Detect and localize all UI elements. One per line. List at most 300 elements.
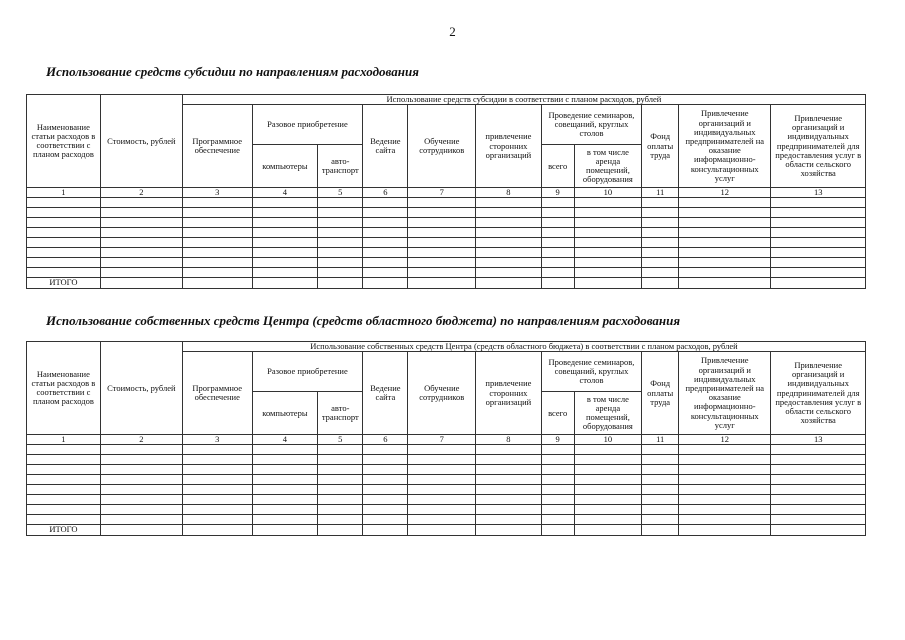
empty-cell <box>476 445 542 455</box>
empty-cell <box>541 268 574 278</box>
empty-cell <box>363 208 408 218</box>
empty-cell <box>679 485 771 495</box>
column-number: 7 <box>408 435 476 445</box>
empty-cell <box>252 485 318 495</box>
empty-cell <box>574 258 642 268</box>
empty-cell <box>363 505 408 515</box>
empty-cell <box>476 218 542 228</box>
empty-cell <box>252 455 318 465</box>
empty-cell <box>408 268 476 278</box>
empty-cell <box>574 218 642 228</box>
empty-cell <box>100 248 182 258</box>
column-number: 4 <box>252 188 318 198</box>
empty-cell <box>27 515 101 525</box>
column-number: 11 <box>642 188 679 198</box>
empty-cell <box>252 268 318 278</box>
empty-cell <box>182 455 252 465</box>
empty-cell <box>27 485 101 495</box>
total-cell <box>100 278 182 288</box>
column-number: 2 <box>100 188 182 198</box>
empty-cell <box>252 248 318 258</box>
empty-cell <box>679 268 771 278</box>
column-number: 5 <box>318 188 363 198</box>
empty-cell <box>27 505 101 515</box>
empty-cell <box>318 268 363 278</box>
empty-cell <box>318 495 363 505</box>
column-number: 13 <box>771 435 866 445</box>
total-cell <box>679 278 771 288</box>
empty-cell <box>476 228 542 238</box>
total-cell <box>574 525 642 535</box>
header-transport: авто-транспорт <box>318 145 363 188</box>
header-rural-services: Привлечение организаций и индивидуальных предпринимателей для предоставления услуг в области сельского хозяйства <box>771 105 866 188</box>
empty-cell <box>642 268 679 278</box>
column-number: 1 <box>27 435 101 445</box>
empty-cell <box>363 198 408 208</box>
empty-cell <box>27 268 101 278</box>
header-website: Ведение сайта <box>363 352 408 435</box>
empty-cell <box>679 248 771 258</box>
empty-cell <box>476 515 542 525</box>
header-computers: компьютеры <box>252 392 318 435</box>
column-number: 6 <box>363 435 408 445</box>
empty-cell <box>642 455 679 465</box>
total-cell <box>541 278 574 288</box>
empty-cell <box>541 515 574 525</box>
header-training: Обучение сотрудников <box>408 352 476 435</box>
column-number: 8 <box>476 188 542 198</box>
header-cost: Стоимость, рублей <box>100 342 182 435</box>
empty-cell <box>252 505 318 515</box>
column-number: 10 <box>574 435 642 445</box>
empty-cell <box>363 455 408 465</box>
empty-cell <box>642 505 679 515</box>
empty-cell <box>100 485 182 495</box>
table-row <box>27 485 866 495</box>
header-total-all: всего <box>541 145 574 188</box>
empty-cell <box>541 495 574 505</box>
empty-cell <box>771 198 866 208</box>
table-row <box>27 515 866 525</box>
header-software: Программное обеспечение <box>182 352 252 435</box>
empty-cell <box>27 465 101 475</box>
empty-cell <box>408 198 476 208</box>
table-row <box>27 465 866 475</box>
page-number: 2 <box>449 24 456 39</box>
empty-cell <box>574 238 642 248</box>
column-number: 8 <box>476 435 542 445</box>
empty-cell <box>363 485 408 495</box>
empty-cell <box>27 228 101 238</box>
empty-cell <box>541 505 574 515</box>
empty-cell <box>476 238 542 248</box>
table-row <box>27 268 866 278</box>
empty-cell <box>318 485 363 495</box>
empty-cell <box>574 505 642 515</box>
header-rent: в том числе аренда помещений, оборудования <box>574 145 642 188</box>
total-cell <box>363 525 408 535</box>
total-cell <box>182 278 252 288</box>
empty-cell <box>574 465 642 475</box>
empty-cell <box>541 485 574 495</box>
total-cell <box>541 525 574 535</box>
empty-cell <box>408 228 476 238</box>
empty-cell <box>100 228 182 238</box>
empty-cell <box>771 515 866 525</box>
empty-cell <box>252 475 318 485</box>
empty-cell <box>476 485 542 495</box>
header-rent: в том числе аренда помещений, оборудования <box>574 392 642 435</box>
empty-cell <box>642 485 679 495</box>
empty-cell <box>182 465 252 475</box>
empty-cell <box>408 475 476 485</box>
empty-cell <box>476 268 542 278</box>
column-number: 9 <box>541 188 574 198</box>
column-number: 6 <box>363 188 408 198</box>
empty-cell <box>771 258 866 268</box>
empty-cell <box>318 258 363 268</box>
empty-cell <box>642 228 679 238</box>
header-consulting: Привлечение организаций и индивидуальных предпринимателей на оказание информационно-консультационных услуг <box>679 352 771 435</box>
empty-cell <box>574 208 642 218</box>
total-cell <box>252 525 318 535</box>
total-row <box>27 278 866 288</box>
empty-cell <box>318 445 363 455</box>
column-number: 3 <box>182 188 252 198</box>
column-number: 1 <box>27 188 101 198</box>
empty-cell <box>642 208 679 218</box>
header-rural-services: Привлечение организаций и индивидуальных предпринимателей для предоставления услуг в области сельского хозяйства <box>771 352 866 435</box>
empty-cell <box>182 268 252 278</box>
empty-cell <box>182 445 252 455</box>
header-name: Наименование статьи расходов в соответствии с планом расходов <box>27 342 101 435</box>
column-number: 4 <box>252 435 318 445</box>
header-payroll: Фонд оплаты труда <box>642 105 679 188</box>
empty-cell <box>679 445 771 455</box>
empty-cell <box>27 495 101 505</box>
empty-cell <box>318 465 363 475</box>
empty-cell <box>100 268 182 278</box>
empty-cell <box>363 515 408 525</box>
empty-cell <box>771 248 866 258</box>
total-cell <box>771 278 866 288</box>
empty-cell <box>27 218 101 228</box>
empty-cell <box>182 485 252 495</box>
empty-cell <box>574 268 642 278</box>
empty-cell <box>642 218 679 228</box>
empty-cell <box>27 475 101 485</box>
empty-cell <box>27 258 101 268</box>
empty-cell <box>252 228 318 238</box>
total-cell <box>100 525 182 535</box>
empty-cell <box>679 238 771 248</box>
header-third-party: привлечение сторонних организаций <box>476 105 542 188</box>
empty-cell <box>771 238 866 248</box>
empty-cell <box>182 228 252 238</box>
header-transport: авто-транспорт <box>318 392 363 435</box>
header-payroll: Фонд оплаты труда <box>642 352 679 435</box>
empty-cell <box>541 465 574 475</box>
empty-cell <box>100 198 182 208</box>
empty-cell <box>574 228 642 238</box>
empty-cell <box>642 495 679 505</box>
empty-cell <box>27 248 101 258</box>
header-one-time-purchase: Разовое приобретение <box>252 105 363 145</box>
empty-cell <box>642 248 679 258</box>
empty-cell <box>771 505 866 515</box>
table-row <box>27 455 866 465</box>
empty-cell <box>318 455 363 465</box>
total-cell <box>182 525 252 535</box>
empty-cell <box>100 475 182 485</box>
empty-cell <box>252 238 318 248</box>
empty-cell <box>252 258 318 268</box>
empty-cell <box>679 208 771 218</box>
table-row <box>27 218 866 228</box>
empty-cell <box>318 238 363 248</box>
column-number: 12 <box>679 188 771 198</box>
total-label: ИТОГО <box>27 525 101 535</box>
total-cell <box>476 525 542 535</box>
subsidy-usage-table <box>26 94 866 289</box>
table-row <box>27 228 866 238</box>
empty-cell <box>771 208 866 218</box>
empty-cell <box>100 455 182 465</box>
empty-cell <box>574 198 642 208</box>
empty-cell <box>642 465 679 475</box>
empty-cell <box>252 208 318 218</box>
column-number: 2 <box>100 435 182 445</box>
empty-cell <box>679 515 771 525</box>
empty-cell <box>318 475 363 485</box>
total-label: ИТОГО <box>27 278 101 288</box>
empty-cell <box>363 238 408 248</box>
header-training: Обучение сотрудников <box>408 105 476 188</box>
total-cell <box>408 525 476 535</box>
empty-cell <box>363 218 408 228</box>
empty-cell <box>642 258 679 268</box>
empty-cell <box>771 218 866 228</box>
empty-cell <box>541 455 574 465</box>
empty-cell <box>771 228 866 238</box>
empty-cell <box>541 258 574 268</box>
empty-cell <box>318 505 363 515</box>
empty-cell <box>679 258 771 268</box>
empty-cell <box>771 465 866 475</box>
empty-cell <box>182 238 252 248</box>
empty-cell <box>182 515 252 525</box>
empty-cell <box>318 208 363 218</box>
empty-cell <box>27 198 101 208</box>
empty-cell <box>574 485 642 495</box>
empty-cell <box>642 445 679 455</box>
empty-cell <box>318 515 363 525</box>
empty-cell <box>408 485 476 495</box>
empty-cell <box>318 218 363 228</box>
empty-cell <box>182 495 252 505</box>
empty-cell <box>574 515 642 525</box>
empty-cell <box>408 495 476 505</box>
empty-cell <box>642 238 679 248</box>
table-row <box>27 198 866 208</box>
column-number: 13 <box>771 188 866 198</box>
empty-cell <box>574 475 642 485</box>
empty-cell <box>408 455 476 465</box>
empty-cell <box>408 208 476 218</box>
empty-cell <box>574 445 642 455</box>
empty-cell <box>476 465 542 475</box>
empty-cell <box>100 238 182 248</box>
table-row <box>27 208 866 218</box>
empty-cell <box>476 258 542 268</box>
empty-cell <box>476 495 542 505</box>
empty-cell <box>679 218 771 228</box>
empty-cell <box>476 208 542 218</box>
table-row <box>27 248 866 258</box>
empty-cell <box>771 445 866 455</box>
empty-cell <box>642 515 679 525</box>
header-website: Ведение сайта <box>363 105 408 188</box>
total-cell <box>252 278 318 288</box>
section-title-own-funds: Использование собственных средств Центра (средств областного бюджета) по направлениям расходования <box>46 313 681 328</box>
empty-cell <box>252 445 318 455</box>
total-cell <box>771 525 866 535</box>
empty-cell <box>100 445 182 455</box>
empty-cell <box>100 495 182 505</box>
empty-cell <box>27 208 101 218</box>
empty-cell <box>182 248 252 258</box>
empty-cell <box>408 515 476 525</box>
empty-cell <box>318 228 363 238</box>
table-row <box>27 495 866 505</box>
empty-cell <box>642 475 679 485</box>
empty-cell <box>679 465 771 475</box>
empty-cell <box>541 445 574 455</box>
total-cell <box>642 278 679 288</box>
empty-cell <box>100 218 182 228</box>
header-seminars: Проведение семинаров, совещаний, круглых столов <box>541 352 641 392</box>
empty-cell <box>771 268 866 278</box>
empty-cell <box>679 455 771 465</box>
empty-cell <box>541 208 574 218</box>
table-row <box>27 445 866 455</box>
header-seminars: Проведение семинаров, совещаний, круглых столов <box>541 105 641 145</box>
empty-cell <box>27 455 101 465</box>
empty-cell <box>182 218 252 228</box>
empty-cell <box>182 198 252 208</box>
empty-cell <box>363 248 408 258</box>
header-top: Использование средств субсидии в соответствии с планом расходов, рублей <box>182 95 865 105</box>
empty-cell <box>363 465 408 475</box>
header-total-all: всего <box>541 392 574 435</box>
header-name: Наименование статьи расходов в соответствии с планом расходов <box>27 95 101 188</box>
empty-cell <box>408 465 476 475</box>
empty-cell <box>541 248 574 258</box>
empty-cell <box>574 455 642 465</box>
header-cost: Стоимость, рублей <box>100 95 182 188</box>
empty-cell <box>408 218 476 228</box>
empty-cell <box>363 475 408 485</box>
empty-cell <box>182 258 252 268</box>
empty-cell <box>100 505 182 515</box>
column-number: 9 <box>541 435 574 445</box>
empty-cell <box>318 198 363 208</box>
empty-cell <box>679 228 771 238</box>
empty-cell <box>363 268 408 278</box>
empty-cell <box>100 515 182 525</box>
empty-cell <box>642 198 679 208</box>
empty-cell <box>541 238 574 248</box>
empty-cell <box>252 515 318 525</box>
empty-cell <box>476 505 542 515</box>
table-row <box>27 475 866 485</box>
empty-cell <box>541 475 574 485</box>
empty-cell <box>27 238 101 248</box>
empty-cell <box>182 475 252 485</box>
total-cell <box>476 278 542 288</box>
total-cell <box>318 278 363 288</box>
empty-cell <box>541 228 574 238</box>
empty-cell <box>252 218 318 228</box>
total-cell <box>679 525 771 535</box>
table-row <box>27 238 866 248</box>
empty-cell <box>476 455 542 465</box>
empty-cell <box>363 258 408 268</box>
header-one-time-purchase: Разовое приобретение <box>252 352 363 392</box>
column-number: 10 <box>574 188 642 198</box>
empty-cell <box>771 485 866 495</box>
empty-cell <box>182 208 252 218</box>
table-row <box>27 505 866 515</box>
total-cell <box>574 278 642 288</box>
column-number: 12 <box>679 435 771 445</box>
empty-cell <box>182 505 252 515</box>
total-cell <box>318 525 363 535</box>
empty-cell <box>679 198 771 208</box>
empty-cell <box>679 505 771 515</box>
header-third-party: привлечение сторонних организаций <box>476 352 542 435</box>
empty-cell <box>771 455 866 465</box>
column-number: 3 <box>182 435 252 445</box>
empty-cell <box>27 445 101 455</box>
total-cell <box>642 525 679 535</box>
empty-cell <box>363 228 408 238</box>
empty-cell <box>771 475 866 485</box>
header-computers: компьютеры <box>252 145 318 188</box>
total-cell <box>363 278 408 288</box>
empty-cell <box>476 248 542 258</box>
empty-cell <box>408 258 476 268</box>
column-number: 11 <box>642 435 679 445</box>
header-top: Использование собственных средств Центра (средств областного бюджета) в соответствии с планом расходов, рублей <box>182 342 865 352</box>
empty-cell <box>252 198 318 208</box>
empty-cell <box>679 475 771 485</box>
empty-cell <box>100 465 182 475</box>
header-software: Программное обеспечение <box>182 105 252 188</box>
table-row <box>27 258 866 268</box>
header-consulting: Привлечение организаций и индивидуальных предпринимателей на оказание информационно-консультационных услуг <box>679 105 771 188</box>
empty-cell <box>541 218 574 228</box>
column-number: 5 <box>318 435 363 445</box>
column-number: 7 <box>408 188 476 198</box>
empty-cell <box>408 248 476 258</box>
empty-cell <box>408 445 476 455</box>
empty-cell <box>574 495 642 505</box>
empty-cell <box>476 475 542 485</box>
empty-cell <box>408 505 476 515</box>
empty-cell <box>252 465 318 475</box>
empty-cell <box>363 445 408 455</box>
